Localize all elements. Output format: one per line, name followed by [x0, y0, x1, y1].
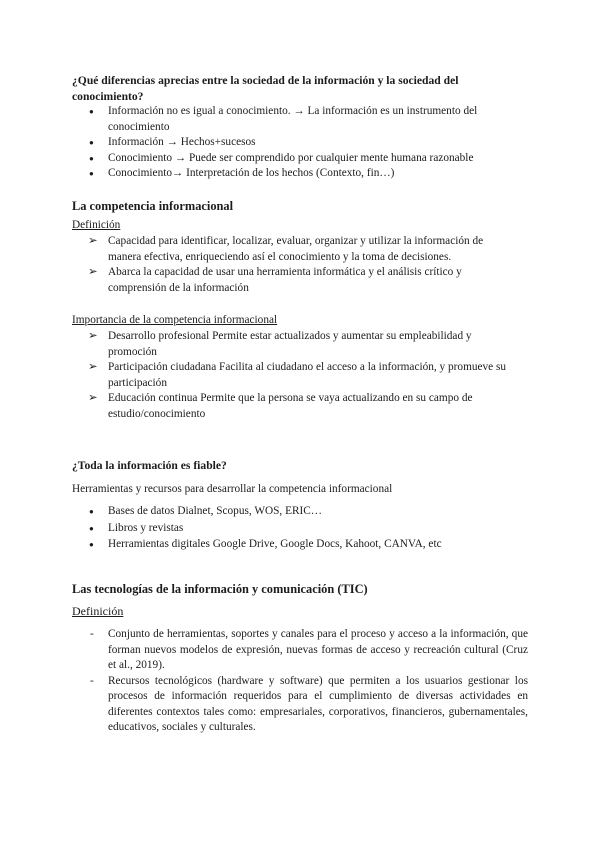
list-item-text: Participación ciudadana Facilita al ciudadano el acceso a la información, y promueve su participación	[108, 361, 507, 389]
arrow-bullet-icon: ➢	[88, 330, 98, 342]
list-item-text: Capacidad para identificar, localizar, evaluar, organizar y utilizar la información de manera efectiva, enriqueciendo así el conocimiento y la toma de decisiones.	[108, 235, 484, 263]
list-item	[72, 329, 514, 360]
list-item-text: Conocimiento→ Interpretación de los hechos (Contexto, fin…)	[108, 167, 395, 179]
arrow-bullet-icon: ➢	[88, 235, 98, 247]
list-item-text: Desarrollo profesional Permite estar actualizados y aumentar su empleabilidad y promoción	[108, 330, 472, 358]
definition-label: Definición	[72, 219, 121, 231]
list-item	[72, 234, 514, 265]
section4-heading: Las tecnologías de la información y comunicación (TIC)	[72, 582, 368, 596]
list-item	[72, 674, 528, 736]
list-item	[72, 104, 512, 135]
section2-heading: La competencia informacional	[72, 199, 234, 213]
list-item-text: Libros y revistas	[108, 521, 184, 534]
section3-heading: ¿Toda la información es fiable?	[72, 459, 227, 472]
list-item	[72, 360, 514, 391]
list-item	[72, 151, 512, 167]
list-item-text: Conjunto de herramientas, soportes y canales para el proceso y acceso a la información, que forman nuevos modelos de expresión, nuevas formas de acceso y recreación cultural (Cruz et al., 2019).	[108, 628, 528, 671]
importance-label: Importancia de la competencia informacional	[72, 314, 278, 326]
list-item-text: Conocimiento → Puede ser comprendido por cualquier mente humana razonable	[108, 151, 474, 164]
definition-label: Definición	[72, 604, 124, 618]
section1-heading: ¿Qué diferencias aprecias entre la sociedad de la información y la sociedad del conocimiento?	[72, 74, 459, 103]
list-item	[72, 627, 528, 674]
list-item	[72, 504, 512, 520]
section1-bullet-list	[72, 104, 512, 182]
list-item-text: Recursos tecnológicos (hardware y software) que permiten a los usuarios gestionar los procesos de información requeridos para el cumplimiento de diversas actividades en diferentes contextos tales como: empresariales, corporativos, financieros, gubernamentales, educativos, sociales y culturales.	[108, 674, 528, 733]
list-item	[72, 166, 512, 182]
dash-bullet: -	[90, 628, 94, 640]
list-item	[72, 135, 512, 151]
list-item-text: Información → Hechos+sucesos	[108, 136, 256, 148]
list-item-text: Abarca la capacidad de usar una herramienta informática y el análisis crítico y comprensión de la información	[108, 266, 462, 294]
section3-bullet-list	[72, 504, 512, 553]
list-item-text: Herramientas digitales Google Drive, Google Docs, Kahoot, CANVA, etc	[108, 538, 442, 550]
importance-list	[72, 329, 514, 422]
dash-bullet: -	[90, 674, 94, 687]
arrow-bullet-icon: ➢	[88, 266, 98, 278]
list-item	[72, 521, 512, 537]
list-item-text: Educación continua Permite que la persona se vaya actualizando en su campo de estudio/conocimiento	[108, 392, 473, 420]
list-item-text: Bases de datos Dialnet, Scopus, WOS, ERIC…	[108, 505, 323, 517]
arrow-bullet-icon: ➢	[88, 392, 98, 404]
list-item	[72, 391, 514, 422]
list-item-text: Información no es igual a conocimiento. → La información es un instrumento del conocimiento	[108, 105, 478, 133]
definition-list	[72, 234, 514, 296]
tic-definition-list	[72, 627, 528, 736]
section3-intro: Herramientas y recursos para desarrollar la competencia informacional	[72, 483, 393, 495]
list-item	[72, 265, 514, 296]
arrow-bullet-icon: ➢	[88, 361, 98, 373]
list-item	[72, 537, 512, 553]
